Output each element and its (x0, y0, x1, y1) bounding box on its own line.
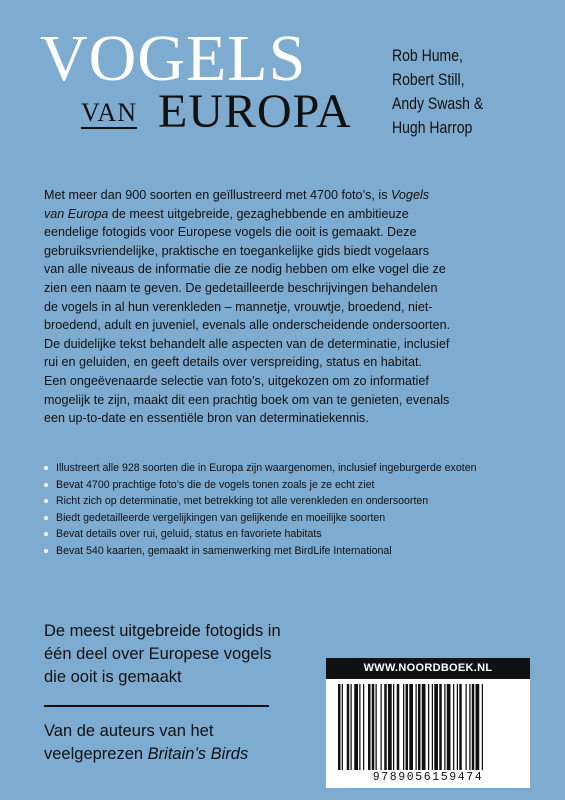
barcode-bar (482, 684, 483, 770)
feature-item (44, 460, 544, 477)
tagline (44, 620, 304, 689)
barcode-bar (342, 684, 343, 770)
authors-note-line (44, 743, 304, 766)
barcode-bar (444, 684, 445, 770)
description-text: Een ongeëvenaarde selectie van foto’s, uitgekozen om zo informatief (44, 373, 429, 388)
description-line (44, 298, 564, 317)
barcode-panel (326, 658, 530, 788)
feature-text: Illustreert alle 928 soorten die in Europa zijn waargenomen, inclusief ingeburgerde exoten (56, 462, 477, 474)
description-line (44, 205, 564, 224)
barcode-bar (476, 684, 480, 770)
barcode-bar (434, 684, 438, 770)
authors-note (44, 720, 304, 766)
bullet-icon (44, 516, 48, 520)
tagline-line: één deel over Europese vogels (44, 645, 272, 663)
feature-text: Bevat 540 kaarten, gemaakt in samenwerking met BirdLife International (56, 544, 392, 557)
description-text: gebruiksvriendelijke, praktische en toegankelijke gids biedt vogelaars (44, 243, 430, 258)
feature-text: Bevat details over rui, geluid, status en favoriete habitats (56, 528, 322, 541)
barcode-bar (428, 684, 429, 770)
barcode-bar (368, 684, 371, 770)
description-text: Met meer dan 900 soorten en geïllustreerd met 4700 foto’s, is (44, 188, 391, 202)
barcode-bar (384, 684, 387, 770)
bullet-icon (44, 532, 48, 536)
description-text: de vogels in al hun verenkleden – mannetje, vrouwtje, broedend, niet- (44, 299, 433, 314)
bullet-icon (44, 466, 48, 470)
barcode-bar (472, 684, 475, 770)
authors-note-line: Van de auteurs van het (44, 722, 214, 740)
description-text: rui en geluiden, en geeft details over verspreiding, status en habitat. (44, 355, 423, 370)
barcode-bar (359, 684, 360, 770)
tagline-line: die ooit is gemaakt (44, 668, 182, 686)
author-name: Andy Swash & (392, 95, 484, 113)
description-text: broedend, adult en juveniel, evenals alle onderscheidende ondersoorten. (44, 318, 451, 333)
description-line (44, 242, 564, 261)
authors-note-prefix: veelgeprezen (44, 745, 148, 763)
barcode-bar (351, 684, 352, 770)
barcode-bar (466, 684, 467, 770)
barcode-bar (381, 684, 382, 770)
bullet-icon (44, 549, 48, 553)
barcode (338, 684, 520, 770)
feature-item (44, 543, 544, 560)
barcode-bar (418, 684, 421, 770)
description-line (44, 316, 564, 335)
barcode-bar (457, 684, 458, 770)
barcode-bar (416, 684, 417, 770)
description-text: De duidelijke tekst behandelt alle aspecten van de determinatie, inclusief (44, 336, 450, 351)
description-line (44, 391, 564, 410)
description-line (44, 260, 564, 279)
feature-item (44, 510, 544, 527)
barcode-bar (363, 684, 364, 770)
feature-list (44, 460, 544, 560)
author-name: Hugh Harrop (392, 119, 473, 137)
barcode-bar (372, 684, 375, 770)
feature-text: Biedt gedetailleerde vergelijkingen van gelijkende en moeilijke soorten (56, 511, 386, 524)
description-text: zien een naam te geven. De gedetailleerde beschrijvingen behandelen (44, 280, 438, 295)
feature-item (44, 526, 544, 543)
description-line (44, 335, 564, 354)
barcode-bar (403, 684, 404, 770)
description-line (44, 409, 564, 428)
barcode-bar (439, 684, 442, 770)
publisher-url: WWW.NOORDBOEK.NL (326, 658, 530, 679)
isbn-number: 9789056159474 (372, 771, 484, 784)
barcode-bar (432, 684, 433, 770)
feature-text: Richt zich op determinatie, met betrekking tot alle verenkleden en ondersoorten (56, 495, 429, 508)
author-name: Robert Still, (392, 71, 465, 89)
description-line (44, 186, 564, 205)
barcode-bar (422, 684, 426, 770)
description-text: de meest uitgebreide, gezaghebbende en ambitieuze (108, 206, 409, 221)
description-line (44, 353, 564, 372)
barcode-bar (376, 684, 377, 770)
barcode-bar (453, 684, 454, 770)
barcode-bar (393, 684, 394, 770)
title-vogels: VOGELS (40, 22, 307, 95)
author-name: Rob Hume, (392, 47, 463, 65)
barcode-bar (397, 684, 400, 770)
divider (44, 705, 269, 707)
description-text: van Europa (44, 206, 109, 221)
description-text: een up-to-date en essentiële bron van determinatiekennis. (44, 411, 369, 426)
description-line (44, 223, 564, 242)
barcode-bar (406, 684, 409, 770)
barcode-bar (338, 684, 341, 770)
author-list (392, 44, 483, 140)
barcode-bar (409, 684, 413, 770)
barcode-bar (354, 684, 358, 770)
barcode-bar (347, 684, 350, 770)
barcode-bar (447, 684, 451, 770)
description-text: Vogels (391, 188, 430, 202)
barcode-bar (459, 684, 462, 770)
tagline-line: De meest uitgebreide fotogids in (44, 622, 281, 640)
description-text: mogelijk te zijn, maakt dit een prachtig boek om van te genieten, evenals (44, 392, 450, 407)
book-description (44, 186, 564, 428)
feature-text: Bevat 4700 prachtige foto’s die de vogels tonen zoals je ze echt ziet (56, 478, 375, 491)
title-europa: EUROPA (158, 85, 352, 138)
barcode-bar (469, 684, 470, 770)
previous-book-title: Britain’s Birds (147, 745, 249, 763)
feature-item (44, 493, 544, 510)
barcode-bar (388, 684, 392, 770)
description-text: van alle niveaus de informatie die ze nodig hebben om elke vogel die ze (44, 262, 446, 277)
bullet-icon (44, 483, 48, 487)
description-line (44, 372, 564, 391)
feature-item (44, 477, 544, 494)
title-van: VAN (81, 98, 137, 127)
description-line (44, 279, 564, 298)
bullet-icon (44, 499, 48, 503)
description-text: eendelige fotogids voor Europese vogels die ooit is gemaakt. Deze (44, 225, 417, 240)
